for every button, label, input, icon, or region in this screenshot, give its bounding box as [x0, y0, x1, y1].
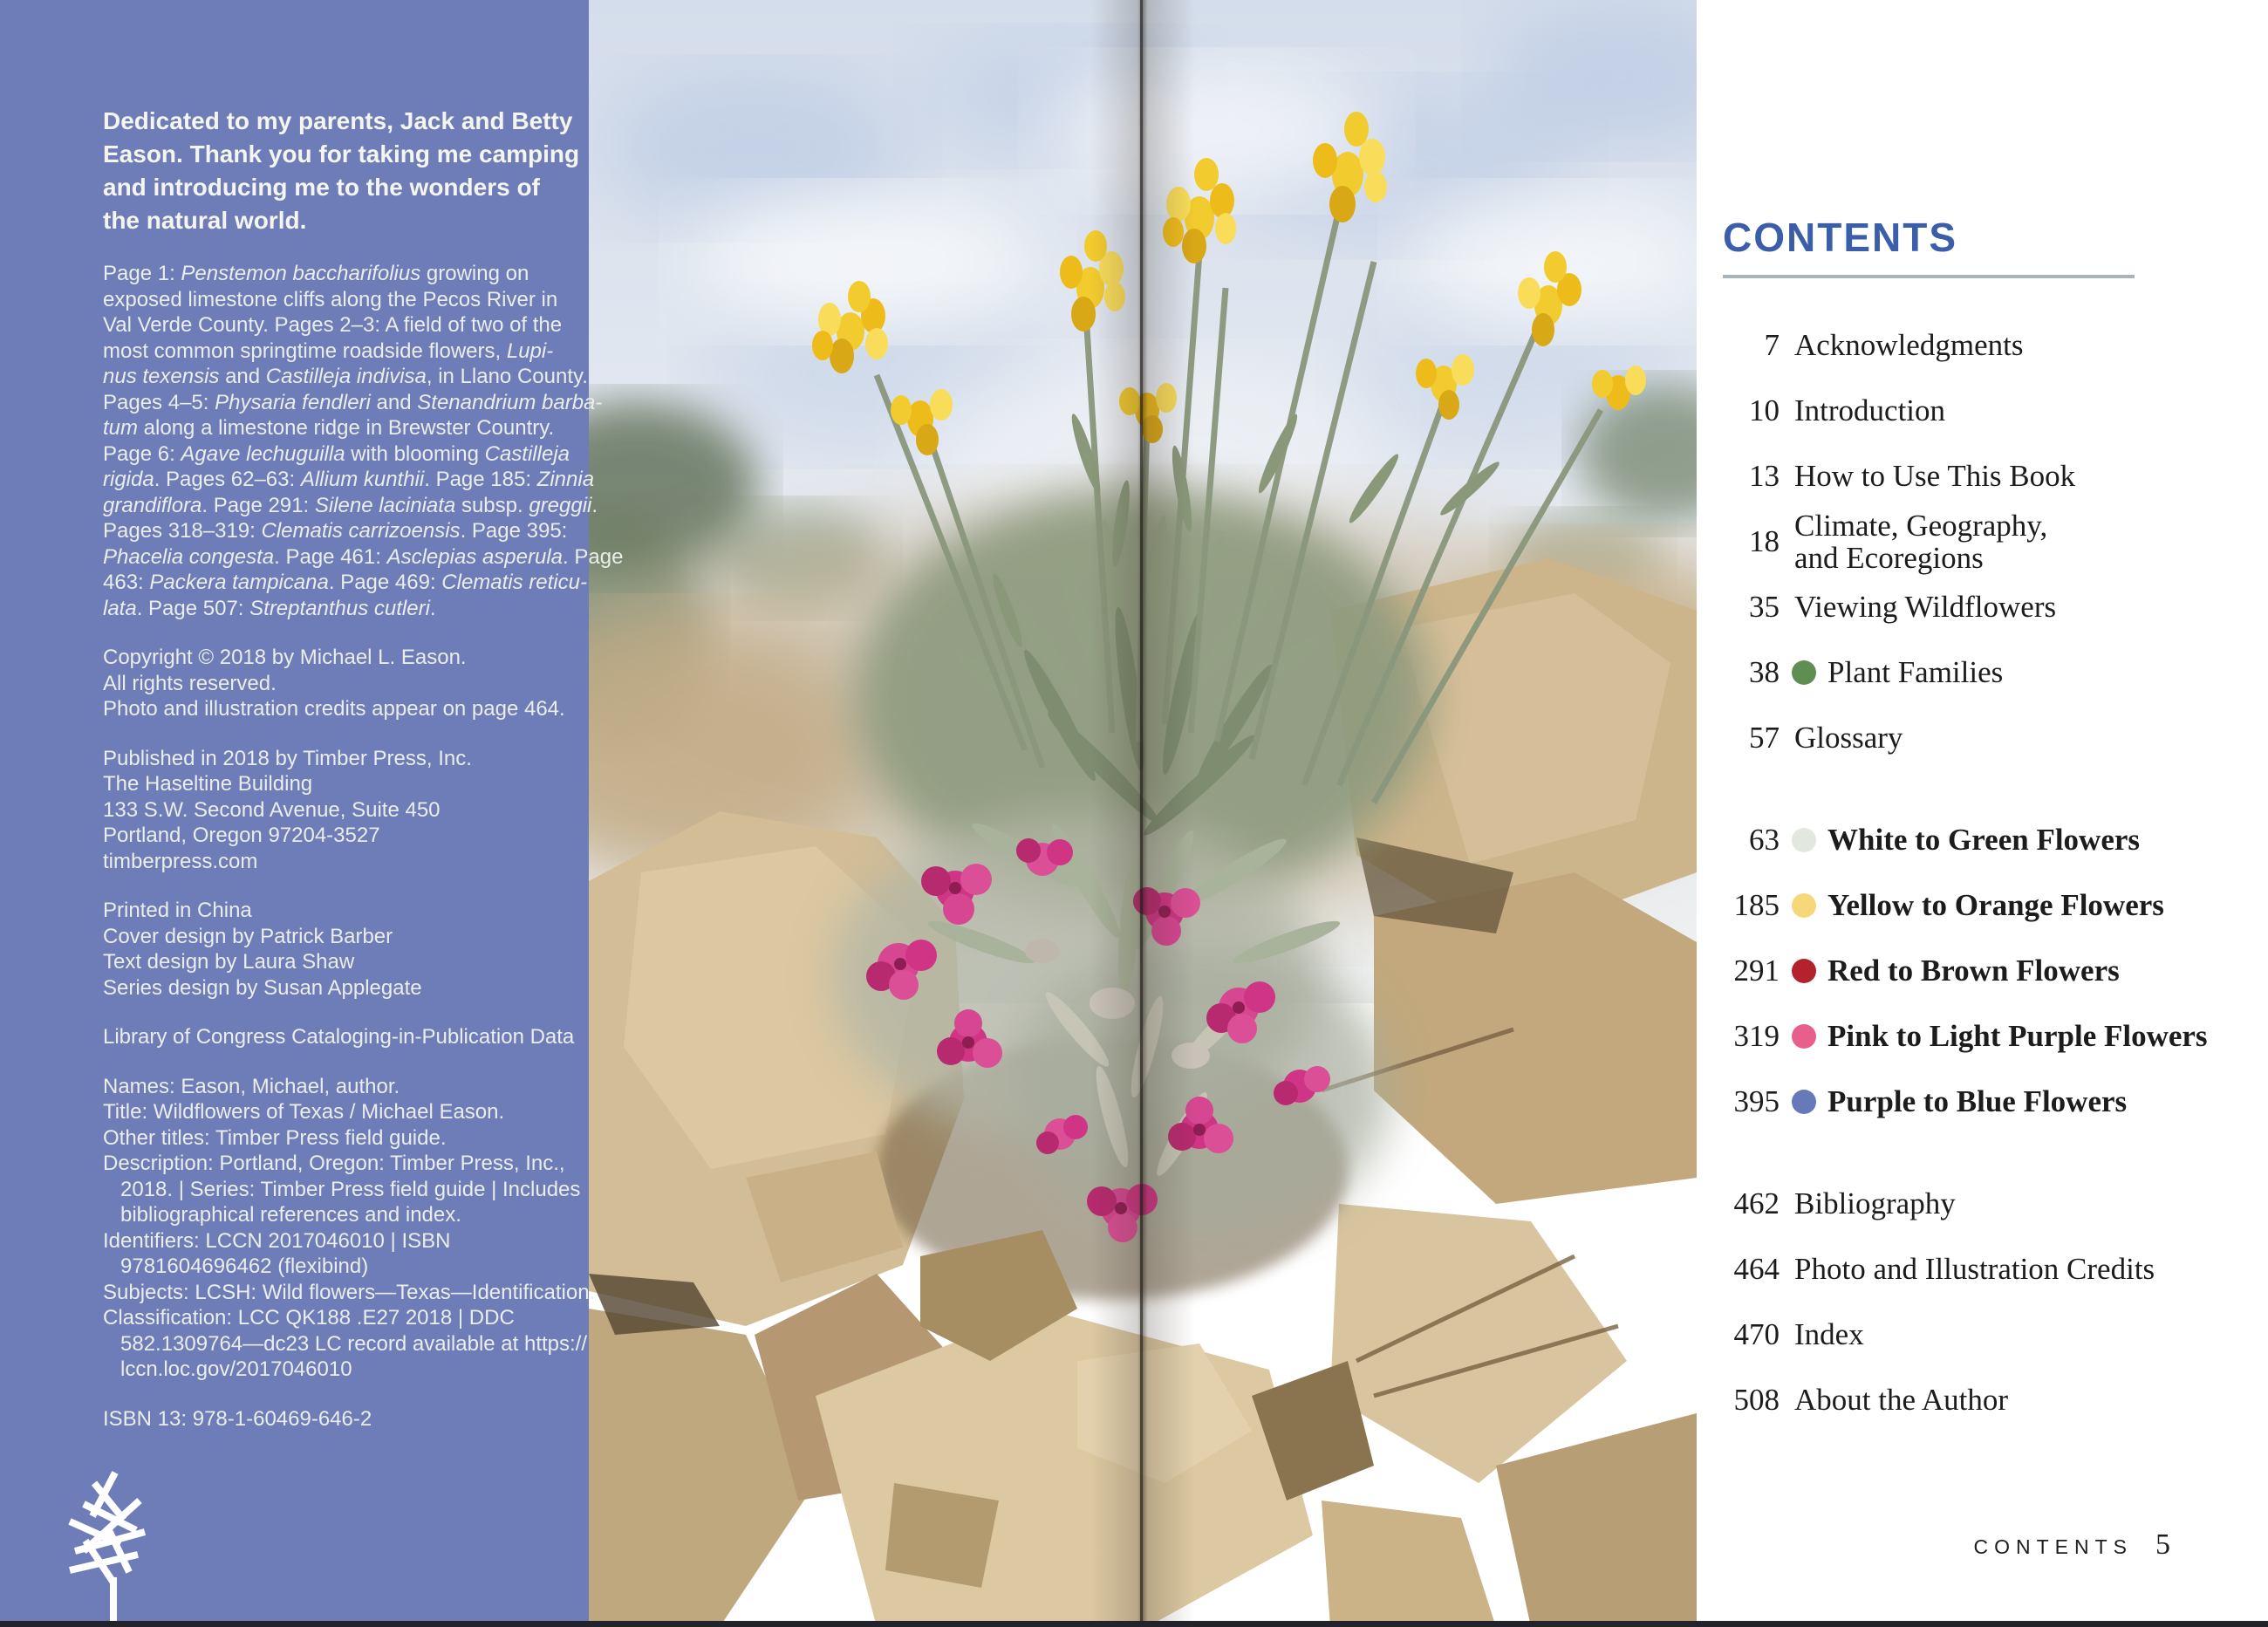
- toc-label: Red to Brown Flowers: [1827, 954, 2120, 988]
- photo-credits-text: [103, 261, 624, 621]
- text-line: Series design by Susan Applegate: [103, 975, 422, 1000]
- cip-data-block: [103, 1074, 596, 1383]
- toc-page-number: 291: [1733, 953, 1780, 988]
- toc-label: Acknowledgments: [1794, 328, 2024, 362]
- copyright-page: [0, 0, 624, 1627]
- toc-entry: [1723, 1367, 2268, 1432]
- category-color-dot-icon: [1792, 959, 1816, 983]
- contents-title: CONTENTS: [1723, 215, 1957, 260]
- toc-entry: [1723, 574, 2268, 639]
- toc-page-number: 63: [1749, 822, 1780, 857]
- toc-label: About the Author: [1794, 1383, 2008, 1417]
- text-line: Text design by Laura Shaw: [103, 950, 355, 974]
- text-line: 133 S.W. Second Avenue, Suite 450: [103, 797, 441, 822]
- text-line: Dedicated to my parents, Jack and Betty: [103, 107, 573, 134]
- toc-label: Index: [1794, 1317, 1864, 1351]
- category-color-dot-icon: [1792, 828, 1816, 852]
- running-footer-label: CONTENTS: [1973, 1535, 2133, 1558]
- text-line: tum along a limestone ridge in Brewster Country.: [103, 416, 555, 440]
- toc-label: Pink to Light Purple Flowers: [1827, 1019, 2208, 1053]
- printing-credits-block: [103, 898, 545, 1001]
- text-line: Pages 4–5: Physaria fendleri and Stenandrium barba-: [103, 390, 603, 414]
- text-line: and introducing me to the wonders of: [103, 174, 540, 201]
- text-line: Page 6: Agave lechuguilla with blooming Castilleja: [103, 441, 570, 466]
- copyright-block: [103, 645, 565, 722]
- text-line: bibliographical references and index.: [120, 1203, 461, 1227]
- text-line: rigida. Pages 62–63: Allium kunthii. Page 185: Zinnia: [103, 468, 595, 491]
- category-color-dot-icon: [1792, 1024, 1816, 1049]
- text-line: Library of Congress Cataloging-in-Publication Data: [103, 1025, 575, 1049]
- toc-page-number: 10: [1749, 393, 1780, 427]
- toc-page-number: 185: [1733, 887, 1780, 922]
- text-line: nus texensis and Castilleja indivisa, in Llano County.: [103, 365, 588, 388]
- running-footer: [1974, 1528, 2171, 1562]
- text-line: 582.1309764—dc23 LC record available at https://: [120, 1331, 588, 1356]
- text-line: Title: Wildflowers of Texas / Michael Eason.: [103, 1100, 505, 1124]
- toc-label: Climate, Geography, and Ecoregions: [1794, 508, 2048, 575]
- text-line: lccn.loc.gov/2017046010: [120, 1357, 352, 1381]
- toc-page-number: 464: [1733, 1251, 1780, 1286]
- text-line: Page 1: Penstemon baccharifolius growing on: [103, 262, 529, 285]
- toc-entry: [1723, 378, 2268, 443]
- toc-label: How to Use This Book: [1794, 459, 2076, 493]
- text-line: All rights reserved.: [103, 671, 277, 695]
- toc-entry: [1723, 509, 2268, 574]
- toc-entry: [1723, 938, 2268, 1003]
- text-line: the natural world.: [103, 207, 307, 234]
- wildflower-photo: [589, 0, 1697, 1627]
- toc-entry: [1723, 639, 2268, 705]
- toc-page-number: 395: [1733, 1084, 1780, 1118]
- toc-page-number: 508: [1733, 1382, 1780, 1417]
- text-line: Published in 2018 by Timber Press, Inc.: [103, 746, 472, 770]
- toc-entry: [1723, 1171, 2268, 1236]
- toc-entry: [1723, 872, 2268, 938]
- text-line: lata. Page 507: Streptanthus cutleri.: [103, 596, 436, 620]
- text-line: 9781604696462 (flexibind): [120, 1254, 369, 1278]
- category-color-dot-icon: [1792, 1090, 1816, 1114]
- text-line: Classification: LCC QK188 .E27 2018 | DDC: [103, 1306, 515, 1330]
- toc-label: Glossary: [1794, 721, 1903, 755]
- toc-page-number: 57: [1749, 720, 1780, 755]
- page-fold: [1090, 0, 1195, 1627]
- loc-cataloging-heading: [103, 1024, 575, 1050]
- toc-entry: [1723, 705, 2268, 770]
- text-line: Identifiers: LCCN 2017046010 | ISBN: [103, 1228, 451, 1253]
- toc-page-number: 319: [1733, 1018, 1780, 1053]
- text-line: Names: Eason, Michael, author.: [103, 1074, 400, 1098]
- toc-entry: [1723, 1069, 2268, 1134]
- text-line: Eason. Thank you for taking me camping: [103, 140, 580, 167]
- toc-label: Yellow to Orange Flowers: [1827, 888, 2164, 922]
- text-line: Phacelia congesta. Page 461: Asclepias asperula. Page: [103, 544, 624, 569]
- toc-label: Plant Families: [1827, 655, 2004, 689]
- text-line: Other titles: Timber Press field guide.: [103, 1125, 447, 1150]
- text-line: Photo and illustration credits appear on page 464.: [103, 697, 565, 721]
- toc-label: White to Green Flowers: [1827, 823, 2141, 857]
- text-line: timberpress.com: [103, 849, 258, 873]
- text-line: Subjects: LCSH: Wild flowers—Texas—Identification.: [103, 1280, 596, 1304]
- toc-page-number: 470: [1733, 1316, 1780, 1351]
- toc-page-number: 7: [1764, 327, 1780, 362]
- text-line: exposed limestone cliffs along the Pecos River in: [103, 287, 558, 311]
- text-line: Copyright © 2018 by Michael L. Eason.: [103, 646, 467, 669]
- toc-page-number: 35: [1749, 589, 1780, 624]
- toc-label: Photo and Illustration Credits: [1794, 1252, 2155, 1286]
- toc-entry: [1723, 312, 2268, 378]
- toc-page-number: 38: [1749, 654, 1780, 689]
- text-line: Cover design by Patrick Barber: [103, 924, 393, 948]
- toc-list: [1723, 312, 2268, 1432]
- contents-title-rule: [1723, 275, 2135, 278]
- text-line: Printed in China: [103, 899, 252, 922]
- text-line: grandiflora. Page 291: Silene laciniata subsp. greggii.: [103, 493, 598, 517]
- toc-page-number: 462: [1733, 1186, 1780, 1220]
- contents-page: [1697, 0, 2268, 1627]
- text-line: Portland, Oregon 97204-3527: [103, 824, 380, 847]
- text-line: The Haseltine Building: [103, 772, 313, 796]
- text-line: Pages 318–319: Clematis carrizoensis. Page 395:: [103, 519, 568, 543]
- toc-entry: [1723, 1003, 2268, 1069]
- toc-entry: [1723, 443, 2268, 509]
- publisher-block: [103, 746, 545, 875]
- toc-label: Purple to Blue Flowers: [1827, 1084, 2128, 1118]
- text-line: most common springtime roadside flowers, Lupi-: [103, 338, 554, 363]
- isbn-line: [103, 1406, 545, 1432]
- toc-label: Viewing Wildflowers: [1794, 590, 2057, 624]
- text-line: 2018. | Series: Timber Press field guide | Includes: [120, 1177, 581, 1201]
- toc-page-number: 18: [1749, 523, 1780, 558]
- timber-press-logo-icon: [59, 1466, 183, 1621]
- toc-label: Introduction: [1794, 393, 1946, 427]
- toc-entry: [1723, 807, 2268, 872]
- toc-label: Bibliography: [1794, 1186, 1956, 1220]
- toc-entry: [1723, 1236, 2268, 1302]
- category-color-dot-icon: [1792, 660, 1816, 685]
- text-line: Description: Portland, Oregon: Timber Press, Inc.,: [103, 1152, 565, 1175]
- text-line: 463: Packera tampicana. Page 469: Clematis reticu-: [103, 571, 587, 594]
- text-line: Val Verde County. Pages 2–3: A field of two of the: [103, 313, 563, 337]
- category-color-dot-icon: [1792, 893, 1816, 918]
- toc-entry: [1723, 1302, 2268, 1367]
- dedication-text: [103, 105, 580, 237]
- toc-page-number: 13: [1749, 458, 1780, 493]
- page-number: 5: [2155, 1528, 2170, 1561]
- text-line: ISBN 13: 978-1-60469-646-2: [103, 1406, 372, 1431]
